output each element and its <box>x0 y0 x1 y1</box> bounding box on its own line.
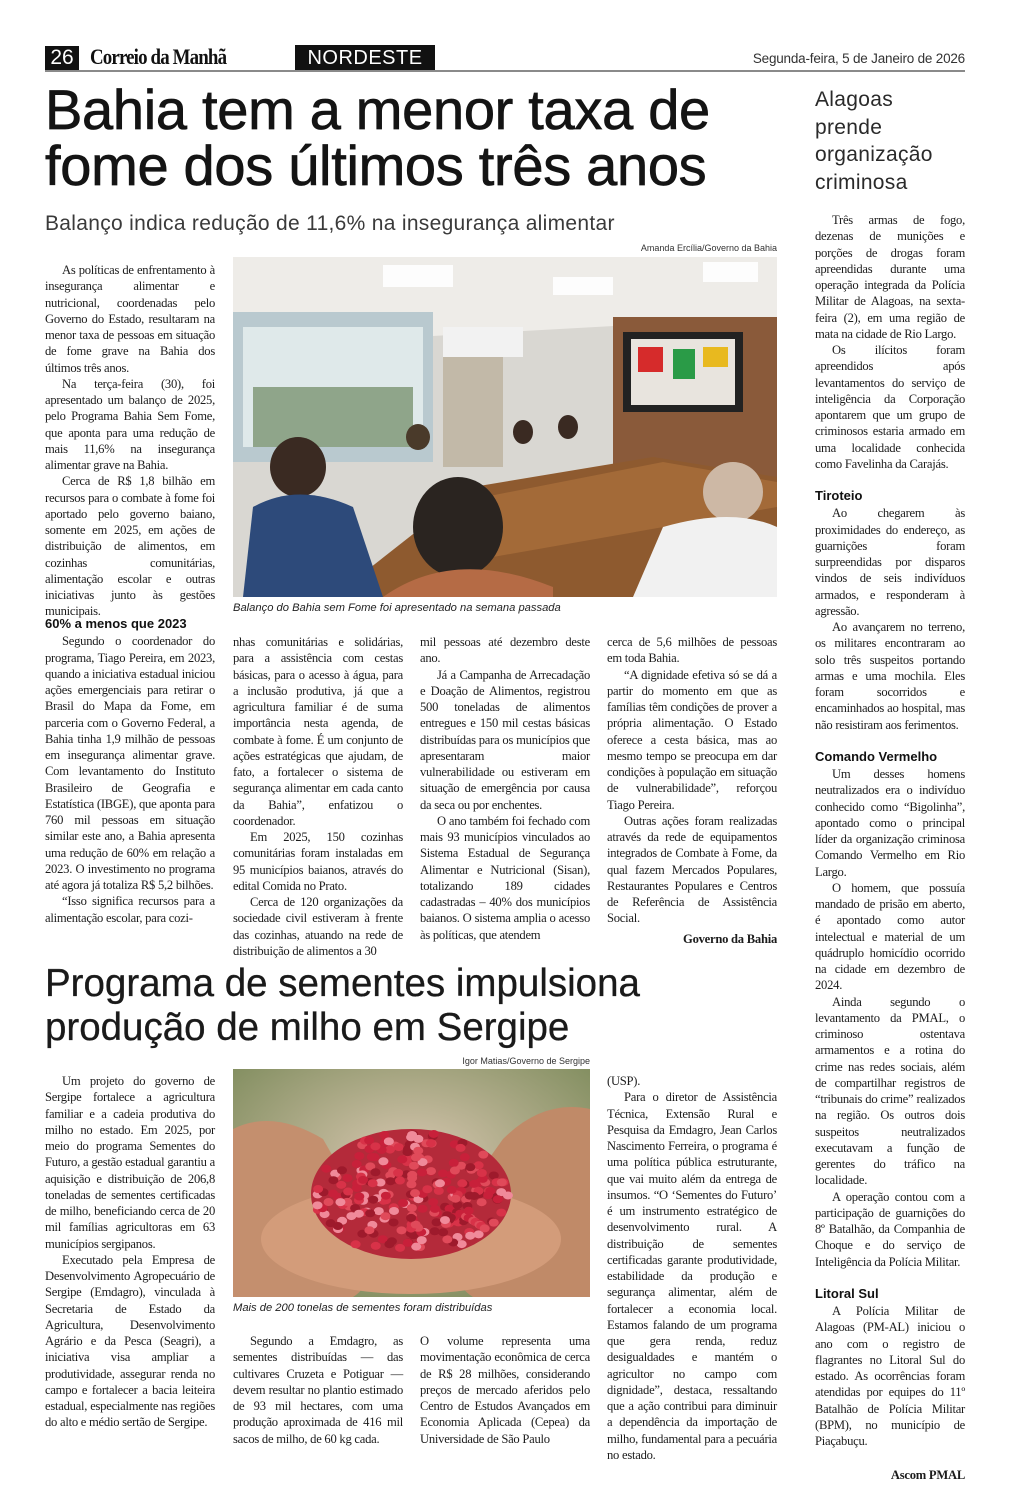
article2-column-4 <box>607 1073 777 1463</box>
article1-headline: Bahia tem a menor taxa de fome dos últimos três anos <box>45 78 710 197</box>
corn-seed <box>430 1205 440 1213</box>
article2-photo-credit: Igor Matias/Governo de Sergipe <box>462 1056 590 1066</box>
corn-seed <box>358 1176 368 1184</box>
corn-seed <box>497 1178 507 1186</box>
paragraph: Segundo o coordenador do programa, Tiago Pereira, em 2023, quando a iniciativa estadual iniciou ações emergenciais para retirar o Brasil do Mapa da Fome, em parceria com o Governo Federal, a Bahia tinha 1,9 milhão de pessoas em insegurança alimentar grave. Com levantamento do Instituto Brasileiro de Geografia e Estatística (IBGE), que aponta para 760 mil pessoas em situação similar este ano, a Bahia apresenta uma redução de 60% em relação a 2023. O investimento no programa até agora já totaliza R$ 5,2 bilhões. <box>45 634 215 892</box>
corn-seed <box>411 1153 421 1161</box>
corn-seed <box>450 1167 460 1175</box>
corn-seed <box>342 1174 352 1182</box>
paragraph: Segundo a Emdagro, as sementes distribuídas — das cultivares Cruzeta e Potiguar — devem resultar no plantio estimado de 93 mil hectares, com uma produção aproximada de 416 mil sacos de milho, de 60 kg cada. <box>233 1334 403 1446</box>
paragraph: mil pessoas até dezembro deste ano. <box>420 635 590 666</box>
corn-seed <box>438 1228 448 1236</box>
corn-seed <box>469 1180 479 1188</box>
corn-seed <box>335 1198 345 1206</box>
sidebar-column <box>815 212 965 1484</box>
corn-seed <box>469 1192 479 1200</box>
paragraph: Em 2025, 150 cozinhas comunitárias foram instaladas em 95 municípios baianos, através do edital Comida no Prato. <box>233 830 403 893</box>
article1-column-4-body <box>607 634 777 927</box>
corn-seed <box>395 1244 405 1252</box>
corn-seed <box>378 1157 388 1165</box>
corn-seed <box>371 1242 381 1250</box>
paragraph: Ao chegarem às proximidades do endereço, as guarnições foram surpreendidas por disparos vindos de seis indivíduos armados, e responderam à agressão. <box>815 506 965 618</box>
corn-seed <box>354 1152 364 1160</box>
corn-seed <box>460 1153 470 1161</box>
corn-seed <box>370 1168 380 1176</box>
corn-seed <box>417 1168 427 1176</box>
paragraph: (USP). <box>607 1074 641 1088</box>
article1-photo-caption: Balanço do Bahia sem Fome foi apresentado na semana passada <box>233 602 561 614</box>
corn-seed <box>407 1171 417 1179</box>
article1-column-1-body <box>45 633 215 926</box>
corn-seed <box>403 1239 413 1247</box>
article1-intro-column <box>45 262 215 620</box>
corn-seed <box>368 1179 378 1187</box>
issue-date: Segunda-feira, 5 de Janeiro de 2026 <box>752 51 965 66</box>
corn-seed <box>337 1166 347 1174</box>
paragraph: “A dignidade efetiva só se dá a partir do momento em que as famílias têm condições de prover a própria alimentação. O Estado oferece a cesta básica, mas ao mesmo tempo se preocupa em dar condições à população em situação de vulnerabilidade”, reforçou Tiago Pereira. <box>607 667 777 812</box>
article2-photo-seeds <box>233 1069 590 1297</box>
paragraph: Já a Campanha de Arrecadação e Doação de Alimentos, registrou 500 toneladas de alimentos entregues e 150 mil cestas básicas distribuídas para os municípios que apresentaram maior vulnerabilidade ou estiveram em situação de emergência por causa da seca ou por enchentes. <box>420 667 590 812</box>
paragraph: Para o diretor de Assistência Técnica, Extensão Rural e Pesquisa da Emdagro, Jean Carlos Nascimento Ferreira, o programa é uma política pública estruturante, que vai muito além da entrega de insumos. “O ‘Sementes do Futuro’ é um instrumento estratégico de desenvolvimento rural. A distribuição de sementes certificadas garante produtividade, estabilidade da produção e segurança alimentar, além de fortalecer a economia local. Estamos falando de um programa que gera renda, reduz desigualdades e mantém o agricultor no campo com dignidade”, destaca, ressaltando que a ação contribui para diminuir a dependência da importação de milho, fundamental para a pecuária no estado. <box>607 1090 777 1462</box>
sidebar-section-title: Tiroteio <box>815 488 863 503</box>
corn-seed <box>389 1218 399 1226</box>
paragraph: Três armas de fogo, dezenas de munições e porções de drogas foram apreendidas durante uma operação integrada da Polícia Militar de Alagoas, na sexta-feira (2), em uma região de mata na cidade de Rio Largo. <box>815 213 965 341</box>
paragraph: Ao avançarem no terreno, os militares encontraram ao solo três suspeitos portando armas e uma mochila. Eles foram socorridos e encaminhados ao hospital, mas não resistiram aos ferimentos. <box>815 620 965 732</box>
corn-seed <box>364 1226 374 1234</box>
corn-seed <box>442 1235 452 1243</box>
article1-column-2 <box>233 634 403 959</box>
corn-seed <box>478 1151 488 1159</box>
article1-signature: Governo da Bahia <box>683 931 777 946</box>
header-rule <box>45 70 965 72</box>
corn-seed <box>370 1142 380 1150</box>
article1-column-4 <box>607 634 777 947</box>
corn-seed <box>438 1169 448 1177</box>
paragraph: O ano também foi fechado com mais 93 municípios vinculados ao Sistema Estadual de Segurança Alimentar e Nutricional (Sisan), totalizando 189 cidades cadastradas – 40% dos municípios baianos. O sistema amplia o acesso às políticas, que atendem <box>420 813 590 942</box>
article2-headline: Programa de sementes impulsiona produção de milho em Sergipe <box>45 962 640 1049</box>
corn-seed <box>354 1210 364 1218</box>
article1-photo-credit: Amanda Ercília/Governo da Bahia <box>640 243 777 253</box>
corn-seed <box>449 1159 459 1167</box>
corn-seed <box>483 1191 493 1199</box>
corn-seed <box>384 1137 394 1145</box>
corn-seed <box>328 1190 338 1198</box>
corn-seed <box>480 1224 490 1232</box>
paragraph: Outras ações foram realizadas através da rede de equipamentos integrados de Combate à Fome, da qual fazem Mercados Populares, Restaurantes Populares e Centros de Referência de Assistência Social. <box>607 813 777 926</box>
corn-seed <box>457 1240 467 1248</box>
corn-seed <box>381 1192 391 1200</box>
sidebar-section-body <box>815 505 965 733</box>
corn-seed <box>321 1165 331 1173</box>
corn-seed <box>407 1204 417 1212</box>
corn-seed <box>417 1236 427 1244</box>
paragraph: nhas comunitárias e solidárias, para a assistência com cestas básicas, para o acesso à água, para a inclusão produtiva, já que a agricultura familiar é de suma importância nesta agenda, de combate à fome. É um conjunto de ações estratégicas que ajudam, de fato, a fortalecer o sistema de segurança alimentar em cada canto da Bahia”, enfatizou o coordenador. <box>233 635 403 828</box>
paragraph: A Polícia Militar de Alagoas (PM-AL) iniciou o ano com o registro de flagrantes no Litoral Sul do estado. As ocorrências foram atendidas por equipes do 11º Batalhão de Polícia Militar (BPM), no município de Piaçabuçu. <box>815 1304 965 1448</box>
corn-seed <box>435 1179 445 1187</box>
corn-seed <box>352 1160 362 1168</box>
sidebar-section-body <box>815 766 965 1270</box>
corn-seed <box>477 1169 487 1177</box>
sidebar-intro <box>815 212 965 472</box>
corn-seed <box>451 1195 461 1203</box>
sidebar-headline: Alagoas prende organização criminosa <box>815 88 933 194</box>
corn-seed <box>324 1198 334 1206</box>
paragraph: Um desses homens neutralizados era o indivíduo conhecido como “Bigolinha”, apontado como o principal líder da organização criminosa Comando Vermelho em Rio Largo. <box>815 767 965 879</box>
corn-seed <box>503 1191 513 1199</box>
corn-seed <box>464 1207 474 1215</box>
corn-seed <box>465 1163 475 1171</box>
article1-column-1 <box>45 616 215 926</box>
page-number: 26 <box>45 46 79 70</box>
corn-seed <box>418 1205 428 1213</box>
corn-seed <box>493 1195 503 1203</box>
corn-seed <box>351 1240 361 1248</box>
corn-seed <box>429 1130 439 1138</box>
corn-seed <box>396 1226 406 1234</box>
sidebar-signature: Ascom PMAL <box>890 1468 965 1483</box>
corn-seed <box>406 1180 416 1188</box>
corn-seed <box>411 1221 421 1229</box>
corn-seed <box>333 1222 343 1230</box>
corn-seed <box>413 1135 423 1143</box>
corn-seed <box>434 1187 444 1195</box>
corn-seed <box>352 1184 362 1192</box>
corn-seed <box>395 1177 405 1185</box>
article1-column-3 <box>420 634 590 943</box>
section-label: NORDESTE <box>295 45 435 71</box>
paragraph: “Isso significa recursos para a alimentação escolar, para cozi- <box>45 894 215 925</box>
corn-seed <box>456 1144 466 1152</box>
article1-subheading: 60% a menos que 2023 <box>45 616 187 631</box>
corn-seed <box>409 1162 419 1170</box>
corn-seed <box>457 1179 467 1187</box>
newspaper-logo: Correio da Manhã <box>90 44 227 69</box>
corn-seed <box>343 1188 353 1196</box>
corn-seed <box>386 1177 396 1185</box>
paragraph: Cerca de R$ 1,8 bilhão em recursos para o combate à fome foi aportado pelo governo baiano, somente em 2025, em ações de distribuição de alimentos, em cozinhas comunitárias, alimentação escolar e outras iniciativas junto às gestões municipais. <box>45 474 215 619</box>
corn-seed <box>440 1216 450 1224</box>
article1-subtitle: Balanço indica redução de 11,6% na insegurança alimentar <box>45 212 615 235</box>
corn-seed <box>367 1153 377 1161</box>
paragraph: Executado pela Empresa de Desenvolvimento Agropecuário de Sergipe (Emdagro), vinculada à Secretaria de Estado da Agricultura, Desenvolvimento Agrário e da Pesca (Seagri), a iniciativa visa ampliar a produtividade, assegurar renda no campo e fortalecer a bacia leiteira estadual, especialmente nas regiões do alto e médio sertão de Sergipe. <box>45 1252 215 1430</box>
paragraph: As políticas de enfrentamento à insegurança alimentar e nutricional, coordenadas pelo Governo do Estado, resultaram na menor taxa de pessoas em situação de fome grave na Bahia dos últimos três anos. <box>45 263 215 375</box>
corn-seed <box>380 1212 390 1220</box>
corn-seed <box>389 1207 399 1215</box>
corn-seed <box>426 1167 436 1175</box>
paragraph: O homem, que possuía mandado de prisão em aberto, é apontado como autor intelectual e material de um quádruplo homicídio ocorrido na cidade em dezembro de 2024. <box>815 880 965 993</box>
corn-seed <box>489 1219 499 1227</box>
corn-seed <box>354 1193 364 1201</box>
corn-seed <box>313 1201 323 1209</box>
sidebar-section-body <box>815 1303 965 1449</box>
corn-seed <box>465 1232 475 1240</box>
paragraph: Cerca de 120 organizações da sociedade civil estiveram à frente das cozinhas, atuando na rede de distribuição de alimentos a 30 <box>233 895 403 958</box>
corn-seed <box>410 1189 420 1197</box>
corn-seed <box>397 1155 407 1163</box>
corn-seed <box>477 1198 487 1206</box>
corn-seed <box>430 1227 440 1235</box>
corn-seed <box>328 1176 338 1184</box>
article2-photo-caption: Mais de 200 tonelas de sementes foram distribuídas <box>233 1302 493 1314</box>
paragraph: Um projeto do governo de Sergipe fortalece a agricultura familiar e a cadeia produtiva do milho no estado. Em 2025, por meio do programa Sementes do Futuro, a gestão estadual garantiu a aquisição e distribuição de 206,8 toneladas de sementes certificadas de milho, beneficiando cerca de 20 mil famílias agricultoras em 63 municípios sergipanos. <box>45 1074 215 1251</box>
corn-seed <box>313 1185 323 1193</box>
corn-seed <box>365 1209 375 1217</box>
paragraph: cerca de 5,6 milhões de pessoas em toda Bahia. <box>607 635 777 666</box>
article1-photo-meeting <box>233 257 777 597</box>
corn-seed <box>406 1214 416 1222</box>
paragraph: A operação contou com a participação de guarnições do 8º Batalhão, da Companhia de Choque e do serviço de Inteligência da Polícia Militar. <box>815 1189 965 1269</box>
paragraph: Os ilícitos foram apreendidos após levantamentos do serviço de inteligência da Corporação apontarem que um grupo de criminosos estaria armado em uma localidade conhecida como Favelinha da Carajás. <box>815 343 965 471</box>
sidebar-section-title: Comando Vermelho <box>815 748 938 764</box>
paragraph: Ainda segundo o levantamento da PMAL, o criminoso ostentava armamentos e a rotina do crime nas redes sociais, além de compartilhar registros de “tribunais do crime” realizados na região. Os outros dois suspeitos neutralizados executavam a função de gerentes do tráfico na localidade. <box>815 994 965 1188</box>
corn-seed <box>368 1196 378 1204</box>
corn-seed <box>447 1186 457 1194</box>
corn-seed <box>394 1143 404 1151</box>
corn-seed <box>413 1147 423 1155</box>
corn-seed <box>422 1185 432 1193</box>
article2-column-1 <box>45 1073 215 1431</box>
paragraph: O volume representa uma movimentação econômica de cerca de R$ 28 milhões, considerando preços de mercado aferidos pelo Centro de Estudos Avançados em Economia Aplicada (Cepea) da Universidade de São Paulo <box>420 1334 590 1446</box>
article2-column-3 <box>420 1333 590 1447</box>
corn-seed <box>496 1209 506 1217</box>
corn-seed <box>432 1218 442 1226</box>
corn-seed <box>428 1198 438 1206</box>
article2-column-2 <box>233 1333 403 1447</box>
sidebar-section-title: Litoral Sul <box>815 1285 879 1301</box>
corn-seed <box>398 1199 408 1207</box>
paragraph: Na terça-feira (30), foi apresentado um balanço de 2025, pelo Programa Bahia Sem Fome, que aponta para uma redução de mais 11,6% na insegurança alimentar grave na Bahia. <box>45 376 215 472</box>
corn-seed <box>426 1139 436 1147</box>
corn-seed <box>393 1169 403 1177</box>
corn-seed <box>411 1243 421 1251</box>
corn-seed <box>387 1237 397 1245</box>
